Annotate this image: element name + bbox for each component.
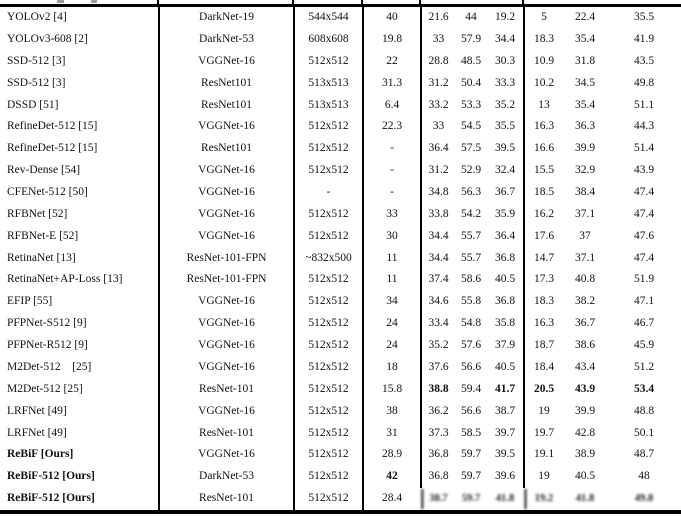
aps-cell: 19.1 bbox=[523, 444, 563, 466]
aps-cell: 5 bbox=[523, 7, 563, 29]
apm-cell: 38.4 bbox=[574, 186, 596, 199]
method-cell: RetinaNet [13] bbox=[7, 251, 76, 264]
ap50-cell: 59.4 bbox=[460, 382, 482, 395]
apm-cell: 43.9 bbox=[574, 382, 596, 395]
apm-cell: 35.4 bbox=[574, 98, 596, 111]
ap-cell: 34.6 bbox=[420, 291, 455, 313]
apl-cell: 46.7 bbox=[633, 317, 655, 330]
fps-cell: - bbox=[362, 182, 420, 204]
ap50-cell: 59.7 bbox=[460, 470, 482, 483]
fps-cell: 22.3 bbox=[362, 116, 420, 138]
fps-cell: - bbox=[362, 160, 420, 182]
ap50-cell: 58.5 bbox=[460, 426, 482, 439]
input-size-cell: 512x512 bbox=[293, 357, 362, 379]
aps-cell: 16.3 bbox=[523, 116, 563, 138]
ap75-cell: 40.5 bbox=[494, 273, 516, 286]
input-size-cell: 608x608 bbox=[293, 29, 362, 51]
aps-cell: 19 bbox=[523, 400, 563, 422]
input-size-cell: 512x512 bbox=[293, 444, 362, 466]
table-row bbox=[0, 182, 681, 204]
ap-cell: 33 bbox=[420, 29, 455, 51]
results-table-body bbox=[0, 7, 681, 510]
backbone-cell: VGGNet-16 bbox=[158, 182, 293, 204]
apl-cell: 50.1 bbox=[633, 426, 655, 439]
ap75-cell: 36.7 bbox=[494, 186, 516, 199]
apl-cell: 47.1 bbox=[633, 295, 655, 308]
apm-cell: 36.3 bbox=[574, 120, 596, 133]
method-cell: Rev-Dense [54] bbox=[7, 164, 81, 177]
fps-cell: 11 bbox=[362, 247, 420, 269]
aps-cell: 18.5 bbox=[523, 182, 563, 204]
ap50-cell: 53.3 bbox=[460, 98, 482, 111]
ap75-cell: 39.5 bbox=[494, 142, 516, 155]
backbone-cell: ResNet-101-FPN bbox=[158, 269, 293, 291]
table-row bbox=[0, 488, 681, 510]
backbone-cell: ResNet101 bbox=[158, 138, 293, 160]
backbone-cell: ResNet-101 bbox=[158, 379, 293, 401]
aps-cell: 10.2 bbox=[523, 73, 563, 95]
ap50-cell: 55.7 bbox=[460, 251, 482, 264]
method-cell: RefineDet-512 [15] bbox=[7, 142, 98, 155]
backbone-cell: VGGNet-16 bbox=[158, 160, 293, 182]
aps-cell: 18.7 bbox=[523, 335, 563, 357]
apl-cell: 51.9 bbox=[633, 273, 655, 286]
ap75-cell: 35.8 bbox=[494, 317, 516, 330]
method-cell: LRFNet [49] bbox=[7, 404, 67, 417]
fps-cell: 11 bbox=[362, 269, 420, 291]
input-size-cell: 512x512 bbox=[293, 269, 362, 291]
ap75-cell: 35.2 bbox=[494, 98, 516, 111]
ap-cell: 34.8 bbox=[420, 182, 455, 204]
apm-cell: 32.9 bbox=[574, 164, 596, 177]
method-cell: ReBiF-512 [Ours] bbox=[7, 470, 95, 483]
ap50-cell: 57.5 bbox=[460, 142, 482, 155]
input-size-cell: 512x512 bbox=[293, 313, 362, 335]
input-size-cell: 544x544 bbox=[293, 7, 362, 29]
table-row bbox=[0, 269, 681, 291]
ap75-cell: 33.3 bbox=[494, 76, 516, 89]
aps-cell: 20.5 bbox=[523, 379, 563, 401]
apl-cell: 48.8 bbox=[633, 404, 655, 417]
apl-cell: 51.4 bbox=[633, 142, 655, 155]
aps-cell: 16.2 bbox=[523, 204, 563, 226]
table-row bbox=[0, 422, 681, 444]
apl-cell: 47.4 bbox=[633, 251, 655, 264]
apm-cell: 37.1 bbox=[574, 207, 596, 220]
table-row bbox=[0, 138, 681, 160]
method-cell: DSSD [51] bbox=[7, 98, 59, 111]
table-row bbox=[0, 226, 681, 248]
method-cell: SSD-512 [3] bbox=[7, 54, 66, 67]
table-row bbox=[0, 400, 681, 422]
table-row bbox=[0, 466, 681, 488]
method-cell: ReBiF [Ours] bbox=[7, 448, 74, 461]
fps-cell: 40 bbox=[362, 7, 420, 29]
ap75-cell: 32.4 bbox=[494, 164, 516, 177]
apm-cell: 43.4 bbox=[574, 360, 596, 373]
fps-cell: 42 bbox=[362, 466, 420, 488]
ap-cell: 38.8 bbox=[420, 379, 455, 401]
fps-cell: 33 bbox=[362, 204, 420, 226]
aps-cell: 19.7 bbox=[523, 422, 563, 444]
input-size-cell: 512x512 bbox=[293, 160, 362, 182]
method-cell: RefineDet-512 [15] bbox=[7, 120, 98, 133]
fps-cell: - bbox=[362, 138, 420, 160]
table-bottom-rule bbox=[0, 510, 681, 514]
ap75-cell: 40.5 bbox=[494, 360, 516, 373]
ap75-cell: 36.8 bbox=[494, 251, 516, 264]
input-size-cell: - bbox=[293, 182, 362, 204]
aps-cell: 18.4 bbox=[523, 357, 563, 379]
backbone-cell: VGGNet-16 bbox=[158, 313, 293, 335]
aps-cell: 16.6 bbox=[523, 138, 563, 160]
ap50-cell: 56.6 bbox=[460, 404, 482, 417]
ap-cell: 33.2 bbox=[420, 94, 455, 116]
input-size-cell: 513x513 bbox=[293, 94, 362, 116]
backbone-cell: VGGNet-16 bbox=[158, 444, 293, 466]
backbone-cell: ResNet-101 bbox=[158, 488, 293, 510]
apl-cell: 51.1 bbox=[633, 98, 655, 111]
ap75-cell: 39.6 bbox=[494, 470, 516, 483]
input-size-cell: 513x513 bbox=[293, 73, 362, 95]
method-cell: RFBNet [52] bbox=[7, 207, 68, 220]
ap-cell: 37.6 bbox=[420, 357, 455, 379]
backbone-cell: VGGNet-16 bbox=[158, 51, 293, 73]
ap50-cell: 52.9 bbox=[460, 164, 482, 177]
table-row bbox=[0, 335, 681, 357]
table-row bbox=[0, 29, 681, 51]
apl-cell: 47.4 bbox=[633, 207, 655, 220]
apm-cell: 34.5 bbox=[574, 76, 596, 89]
table-row bbox=[0, 94, 681, 116]
ap75-cell: 36.8 bbox=[494, 295, 516, 308]
backbone-cell: VGGNet-16 bbox=[158, 204, 293, 226]
apl-cell: 48.7 bbox=[633, 448, 655, 461]
fps-cell: 24 bbox=[362, 335, 420, 357]
apl-cell: 53.4 bbox=[633, 382, 655, 395]
input-size-cell: 512x512 bbox=[293, 116, 362, 138]
method-cell: CFENet-512 [50] bbox=[7, 186, 88, 199]
input-size-cell: 512x512 bbox=[293, 204, 362, 226]
apl-cell: 49.8 bbox=[633, 76, 655, 89]
apl-cell: 35.5 bbox=[633, 11, 655, 24]
ap50-cell: 54.2 bbox=[460, 207, 482, 220]
fps-cell: 30 bbox=[362, 226, 420, 248]
ap-cell: 37.4 bbox=[420, 269, 455, 291]
aps-cell: 18.3 bbox=[523, 29, 563, 51]
apl-cell: 51.2 bbox=[633, 360, 655, 373]
aps-cell: 17.3 bbox=[523, 269, 563, 291]
apm-cell: 39.9 bbox=[574, 404, 596, 417]
method-cell: ReBiF-512 [Ours] bbox=[7, 492, 95, 505]
ap50-cell: 59.7 bbox=[460, 448, 482, 461]
table-row bbox=[0, 444, 681, 466]
input-size-cell: 512x512 bbox=[293, 422, 362, 444]
backbone-cell: ResNet-101-FPN bbox=[158, 247, 293, 269]
ap75-cell: 35.5 bbox=[494, 120, 516, 133]
aps-cell: 19 bbox=[523, 466, 563, 488]
table-row bbox=[0, 313, 681, 335]
input-size-cell: 512x512 bbox=[293, 379, 362, 401]
table-row bbox=[0, 357, 681, 379]
ap75-cell: 35.9 bbox=[494, 207, 516, 220]
input-size-cell: 512x512 bbox=[293, 138, 362, 160]
fps-cell: 18 bbox=[362, 357, 420, 379]
method-cell: EFIP [55] bbox=[7, 295, 53, 308]
aps-cell: 14.7 bbox=[523, 247, 563, 269]
ap75-cell: 30.3 bbox=[494, 54, 516, 67]
apm-cell: 41.8 bbox=[575, 492, 595, 504]
backbone-cell: VGGNet-16 bbox=[158, 291, 293, 313]
ap-cell: 28.8 bbox=[420, 51, 455, 73]
ap75-cell: 36.4 bbox=[494, 229, 516, 242]
method-cell: YOLOv2 [4] bbox=[7, 11, 67, 24]
aps-cell: 19.2 bbox=[525, 489, 562, 509]
apl-cell: 49.8 bbox=[634, 492, 654, 504]
ap-cell: 35.2 bbox=[420, 335, 455, 357]
ap50-cell: 59.7 bbox=[461, 492, 481, 504]
ap-cell: 33 bbox=[420, 116, 455, 138]
ap-cell: 36.8 bbox=[420, 444, 455, 466]
cropped-header-descender bbox=[91, 0, 97, 3]
method-cell: RFBNet-E [52] bbox=[7, 229, 79, 242]
apm-cell: 40.5 bbox=[574, 470, 596, 483]
backbone-cell: VGGNet-16 bbox=[158, 400, 293, 422]
aps-cell: 16.3 bbox=[523, 313, 563, 335]
aps-cell: 13 bbox=[523, 94, 563, 116]
apm-cell: 35.4 bbox=[574, 33, 596, 46]
ap-cell: 34.4 bbox=[420, 247, 455, 269]
ap-cell: 36.2 bbox=[420, 400, 455, 422]
apm-cell: 42.8 bbox=[574, 426, 596, 439]
input-size-cell: 512x512 bbox=[293, 291, 362, 313]
apm-cell: 38.6 bbox=[574, 339, 596, 352]
fps-cell: 6.4 bbox=[362, 94, 420, 116]
input-size-cell: 512x512 bbox=[293, 226, 362, 248]
ap-cell: 36.4 bbox=[420, 138, 455, 160]
table-row bbox=[0, 7, 681, 29]
input-size-cell: 512x512 bbox=[293, 488, 362, 510]
ap50-cell: 50.4 bbox=[460, 76, 482, 89]
fps-cell: 38 bbox=[362, 400, 420, 422]
ap50-cell: 44 bbox=[465, 11, 477, 24]
ap50-cell: 54.8 bbox=[460, 317, 482, 330]
fps-cell: 19.8 bbox=[362, 29, 420, 51]
input-size-cell: ~832x500 bbox=[293, 247, 362, 269]
ap75-cell: 38.7 bbox=[494, 404, 516, 417]
table-row bbox=[0, 379, 681, 401]
ap50-cell: 56.6 bbox=[460, 360, 482, 373]
fps-cell: 28.4 bbox=[362, 488, 420, 510]
apl-cell: 45.9 bbox=[633, 339, 655, 352]
table-row bbox=[0, 160, 681, 182]
backbone-cell: DarkNet-53 bbox=[158, 466, 293, 488]
table-row bbox=[0, 51, 681, 73]
apm-cell: 22.4 bbox=[574, 11, 596, 24]
fps-cell: 15.8 bbox=[362, 379, 420, 401]
ap-cell: 34.4 bbox=[420, 226, 455, 248]
table-row bbox=[0, 204, 681, 226]
apm-cell: 36.7 bbox=[574, 317, 596, 330]
ap75-cell: 34.4 bbox=[494, 33, 516, 46]
ap-cell: 38.7 bbox=[421, 489, 453, 509]
ap75-cell: 39.5 bbox=[494, 448, 516, 461]
aps-cell: 10.9 bbox=[523, 51, 563, 73]
ap75-cell: 37.9 bbox=[494, 339, 516, 352]
apm-cell: 38.2 bbox=[574, 295, 596, 308]
backbone-cell: DarkNet-19 bbox=[158, 7, 293, 29]
apm-cell: 37 bbox=[579, 229, 591, 242]
backbone-cell: ResNet101 bbox=[158, 94, 293, 116]
table-row bbox=[0, 116, 681, 138]
backbone-cell: ResNet101 bbox=[158, 73, 293, 95]
backbone-cell: VGGNet-16 bbox=[158, 357, 293, 379]
method-cell: M2Det-512 [25] bbox=[7, 382, 83, 395]
ap-cell: 31.2 bbox=[420, 160, 455, 182]
ap75-cell: 19.2 bbox=[494, 11, 516, 24]
ap50-cell: 58.6 bbox=[460, 273, 482, 286]
fps-cell: 22 bbox=[362, 51, 420, 73]
apm-cell: 40.8 bbox=[574, 273, 596, 286]
backbone-cell: VGGNet-16 bbox=[158, 116, 293, 138]
method-cell: PFPNet-R512 [9] bbox=[7, 339, 88, 352]
method-cell: SSD-512 [3] bbox=[7, 76, 66, 89]
input-size-cell: 512x512 bbox=[293, 400, 362, 422]
ap50-cell: 48.5 bbox=[460, 54, 482, 67]
ap-cell: 33.4 bbox=[420, 313, 455, 335]
ap50-cell: 56.3 bbox=[460, 186, 482, 199]
input-size-cell: 512x512 bbox=[293, 335, 362, 357]
table-row bbox=[0, 73, 681, 95]
table-row bbox=[0, 291, 681, 313]
method-cell: YOLOv3-608 [2] bbox=[7, 33, 88, 46]
ap-cell: 21.6 bbox=[420, 7, 455, 29]
fps-cell: 28.9 bbox=[362, 444, 420, 466]
ap50-cell: 55.8 bbox=[460, 295, 482, 308]
backbone-cell: VGGNet-16 bbox=[158, 335, 293, 357]
table-row bbox=[0, 247, 681, 269]
aps-cell: 18.3 bbox=[523, 291, 563, 313]
ap-cell: 36.8 bbox=[420, 466, 455, 488]
input-size-cell: 512x512 bbox=[293, 466, 362, 488]
apm-cell: 31.8 bbox=[574, 54, 596, 67]
ap50-cell: 55.7 bbox=[460, 229, 482, 242]
input-size-cell: 512x512 bbox=[293, 51, 362, 73]
method-cell: M2Det-512 [25] bbox=[7, 360, 92, 373]
backbone-cell: DarkNet-53 bbox=[158, 29, 293, 51]
apl-cell: 48 bbox=[638, 470, 650, 483]
cropped-header-descender bbox=[57, 0, 64, 3]
apm-cell: 38.9 bbox=[574, 448, 596, 461]
apm-cell: 37.1 bbox=[574, 251, 596, 264]
ap-cell: 37.3 bbox=[420, 422, 455, 444]
method-cell: PFPNet-S512 [9] bbox=[7, 317, 87, 330]
apl-cell: 43.9 bbox=[633, 164, 655, 177]
aps-cell: 17.6 bbox=[523, 226, 563, 248]
apm-cell: 39.9 bbox=[574, 142, 596, 155]
apl-cell: 41.9 bbox=[633, 33, 655, 46]
ap-cell: 31.2 bbox=[420, 73, 455, 95]
apl-cell: 43.5 bbox=[633, 54, 655, 67]
ap50-cell: 54.5 bbox=[460, 120, 482, 133]
backbone-cell: ResNet-101 bbox=[158, 422, 293, 444]
apl-cell: 47.4 bbox=[633, 186, 655, 199]
method-cell: LRFNet [49] bbox=[7, 426, 67, 439]
method-cell: RetinaNet+AP-Loss [13] bbox=[7, 273, 123, 286]
fps-cell: 31 bbox=[362, 422, 420, 444]
ap75-cell: 39.7 bbox=[494, 426, 516, 439]
fps-cell: 34 bbox=[362, 291, 420, 313]
ap75-cell: 41.7 bbox=[494, 382, 516, 395]
apl-cell: 47.6 bbox=[633, 229, 655, 242]
fps-cell: 24 bbox=[362, 313, 420, 335]
ap50-cell: 57.9 bbox=[460, 33, 482, 46]
ap75-cell: 41.8 bbox=[495, 492, 515, 504]
backbone-cell: VGGNet-16 bbox=[158, 226, 293, 248]
apl-cell: 44.3 bbox=[633, 120, 655, 133]
ap-cell: 33.8 bbox=[420, 204, 455, 226]
fps-cell: 31.3 bbox=[362, 73, 420, 95]
aps-cell: 15.5 bbox=[523, 160, 563, 182]
ap50-cell: 57.6 bbox=[460, 339, 482, 352]
